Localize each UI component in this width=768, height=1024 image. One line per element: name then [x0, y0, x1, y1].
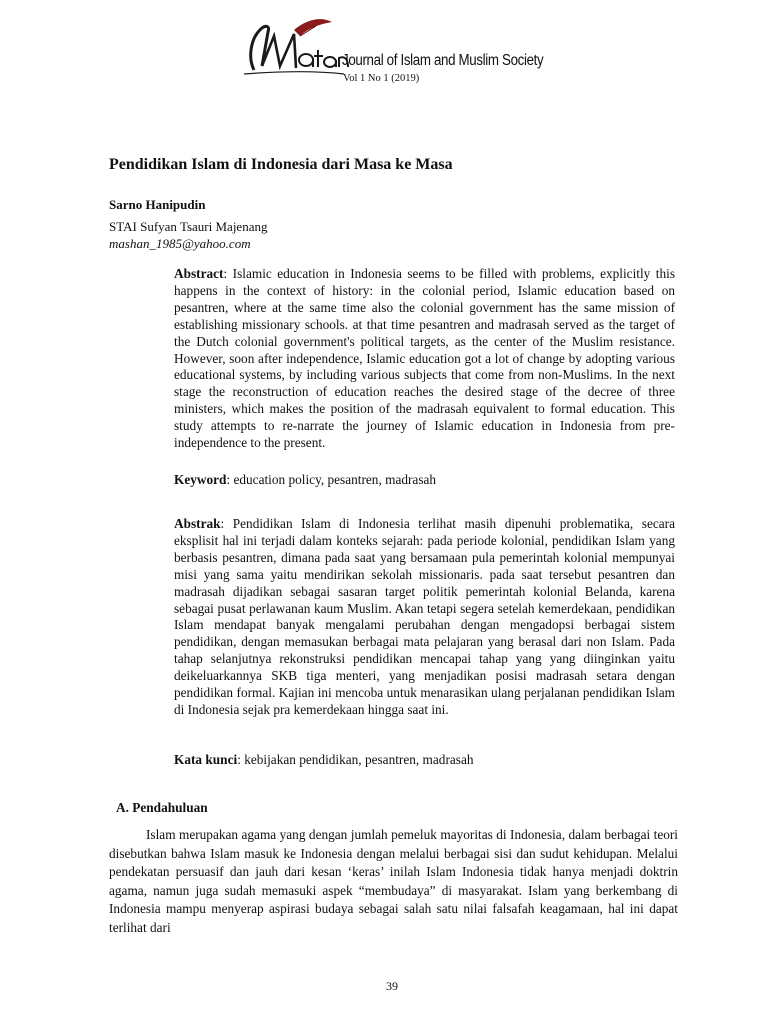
keywords-indonesian — [174, 752, 675, 769]
author-name: Sarno Hanipudin — [109, 197, 206, 212]
abstract-text: : Islamic education in Indonesia seems to be filled with problems, explicitly this happens in the context of history: in the colonial period, Islamic education based on pesantren, where at the same time also the colonial government has the same mission of establishing missionary schools. at that time pesantren and madrasah served as the target of the Dutch colonial government's political targets, as the center of the Muslim resistance. However, soon after independence, Islamic education got a lot of change by adopting various educational systems, by including various subjects that come from non-Muslims. In the next stage the reconstruction of education reaches the desired stage of the decree of three ministers, which makes the position of the madrasah equivalent to formal education. This study attempts to re-narrate the journey of Islamic education in Indonesia from pre-independence to the present. — [174, 266, 675, 451]
author-email[interactable]: mashan_1985@yahoo.com — [109, 236, 251, 251]
author-affiliation: STAI Sufyan Tsauri Majenang — [109, 219, 268, 234]
section-heading-pendahuluan: A. Pendahuluan — [116, 800, 208, 815]
keyword-text: : education policy, pesantren, madrasah — [226, 472, 437, 487]
keyword-label: Keyword — [174, 472, 227, 487]
abstrak-text: : Pendidikan Islam di Indonesia terlihat masih dipenuhi problematika, secara eksplisit hal ini terjadi dalam konteks sejarah: pada periode kolonial, pendidikan Islam yang berbasis pesantren, dimana pada saat yang bersamaan pula pemerintah kolonial mempunyai misi yang sama yaitu mendirikan sekolah missionaris. pada saat tersebut pesantren dan madrasah dijadikan sebagai sasaran target politik pemerintah kolonial Belanda, karena sebagai pusat perlawanan kaum Muslim. Akan tetapi segera setelah kemerdekaan, pendidikan Islam mendapat banyak mengalami perubahan dengan mengadopsi berbagai sistem pendidikan, dengan memasukan berbagai mata pelajaran yang berasal dari non Islam. Pada tahap selanjutnya rekonstruksi pendidikan mencapai tahap yang yang diinginkan yaitu deikeluarkannya SKB tiga menteri, yang menjadikan posisi madrasah setara dengan pendidikan formal. Kajian ini mencoba untuk menarasikan ulang perjalanan pendidikan Islam di Indonesia sejak pra kemerdekaan hingga saat ini. — [174, 516, 675, 717]
keywords-english — [174, 472, 675, 489]
page-number: 39 — [386, 979, 398, 993]
kata-kunci-text: : kebijakan pendidikan, pesantren, madrasah — [237, 752, 474, 767]
journal-logo — [240, 18, 350, 80]
abstract-english — [174, 266, 675, 452]
kata-kunci-label: Kata kunci — [174, 752, 238, 767]
article-title: Pendidikan Islam di Indonesia dari Masa ke Masa — [109, 156, 453, 173]
abstract-label: Abstract — [174, 266, 224, 281]
abstract-indonesian — [174, 516, 675, 719]
body-paragraph: Islam merupakan agama yang dengan jumlah pemeluk mayoritas di Indonesia, dalam berbagai teori disebutkan bahwa Islam masuk ke Indonesia dengan melalui berbagai sisi dan sudut kehidupan. Melalui pendekatan persuasif dan jauh dari kesan ‘keras’ inilah Islam Indonesia tidak hanya menjadi doktrin agama, namun juga sudah memasuki aspek “membudaya” di masyarakat. Islam yang berkembang di Indonesia mampu menyerap aspirasi budaya sebagai salah satu nilai falsafah keagamaan, hal ini dapat terlihat dari — [109, 827, 678, 935]
abstrak-label: Abstrak — [174, 516, 221, 531]
volume-info: Vol 1 No 1 (2019) — [343, 73, 420, 84]
journal-name: Journal of Islam and Muslim Society — [342, 52, 544, 69]
